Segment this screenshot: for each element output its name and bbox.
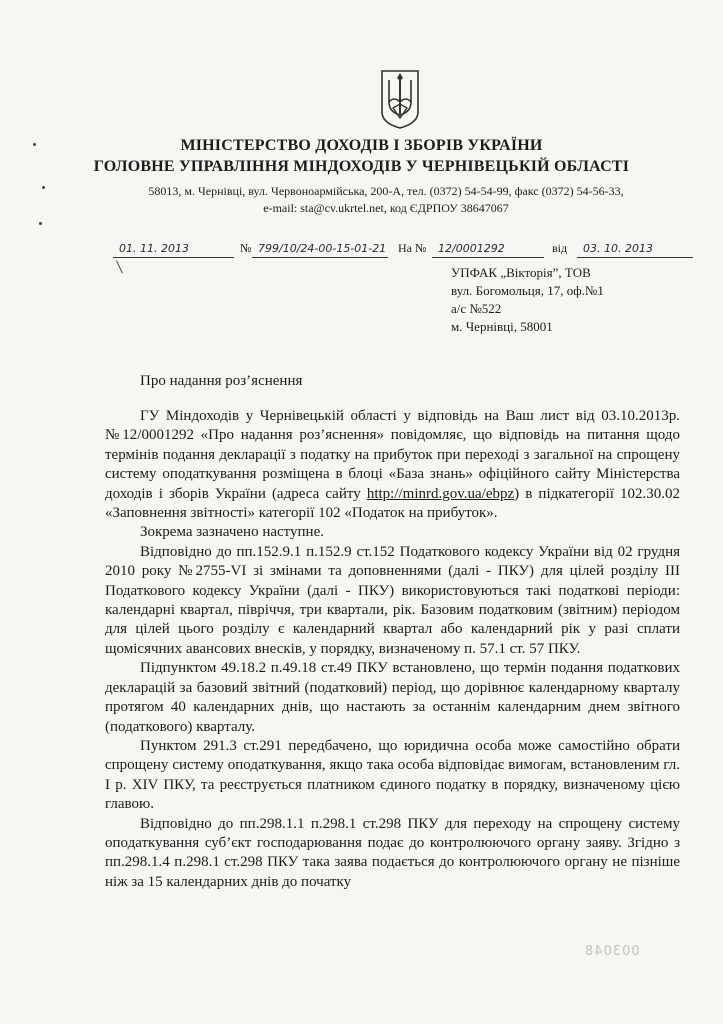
department-title: ГОЛОВНЕ УПРАВЛІННЯ МІНДОХОДІВ У ЧЕРНІВЕЦЬКІЙ ОБЛАСТІ bbox=[93, 158, 630, 175]
recipient-name: УПФАК „Вікторія”, ТОВ bbox=[451, 265, 591, 280]
scan-speck bbox=[42, 186, 45, 189]
reference-label: На № bbox=[398, 241, 427, 255]
contact-line: e-mail: sta@cv.ukrtel.net, код ЄДРПОУ 38647067 bbox=[263, 201, 509, 215]
paragraph-text: ) в підкатегорії 102.30.02 «Заповнення звітності» категорії 102 «Податок на прибуток». bbox=[105, 485, 681, 522]
paragraph: Підпунктом 49.18.2 п.49.18 ст.49 ПКУ встановлено, що термін подання податкових декларацій за базовий звітний (податковий) період, що дорівнює календарному кварталу протягом 40 календарних днів, що настають за останнім календарним днем звітного (податкового) кварталу. bbox=[105, 660, 680, 735]
reference-number-field: 12/0001292 bbox=[432, 240, 544, 258]
reference-from-label: від bbox=[552, 241, 568, 255]
paragraph-text: ГУ Міндоходів у Чернівецькій області у відповідь на Ваш лист від 03.10.2013р. №12/0001292 «Про надання роз’яснення» повідомляє, що відповідь на питання щодо термінів подання декларації з податку на прибуток при переході з загальної на спрощену систему оподаткування розміщена в блоці «База знань» офіційного сайту Міністерства доходів і зборів України (адреса сайту bbox=[105, 408, 680, 502]
ministry-title: МІНІСТЕРСТВО ДОХОДІВ І ЗБОРІВ УКРАЇНИ bbox=[180, 137, 543, 154]
scan-speck bbox=[33, 143, 36, 146]
letter-body bbox=[105, 407, 680, 892]
number-label: № bbox=[240, 241, 252, 255]
site-link[interactable]: http://minrd.gov.ua/ebpz bbox=[366, 485, 515, 502]
pen-mark bbox=[116, 260, 124, 274]
paragraph: Зокрема зазначено наступне. bbox=[140, 524, 324, 541]
reference-date-field: 03. 10. 2013 bbox=[577, 240, 693, 258]
registration-line bbox=[0, 240, 723, 258]
paragraph: Відповідно до пп.298.1.1 п.298.1 ст.298 ПКУ для переходу на спрощену систему оподаткування суб’єкт господарювання подає до контролюючого органу заяву. Згідно з пп.298.1.4 п.298.1 ст.298 ПКУ така заява подається до контролюючого органу не пізніше ніж за 15 календарних днів до початку bbox=[105, 815, 680, 890]
recipient-block bbox=[451, 264, 604, 336]
bleed-through-stamp-number: 003048 bbox=[584, 944, 640, 959]
recipient-street: вул. Богомольця, 17, оф.№1 bbox=[451, 283, 604, 298]
paragraph: Відповідно до пп.152.9.1 п.152.9 ст.152 Податкового кодексу України від 02 грудня 2010 року №2755-VI зі змінами та доповненнями (далі - ПКУ) для цілей розділу III Податкового кодексу України (далі - ПКУ) використовуються такі податкові періоди: календарні квартал, півріччя, три квартали, рік. Базовим податковим (звітним) періодом для цілей цього розділу є календарний квартал або календарний рік у разі сплати щомісячних авансових внесків, у порядку, визначеному п. 57.1 ст. 57 ПКУ. bbox=[105, 543, 680, 657]
outgoing-date-field: 01. 11. 2013 bbox=[113, 240, 234, 258]
scan-speck bbox=[39, 222, 42, 225]
trident-coat-of-arms-icon bbox=[379, 68, 421, 130]
paragraph bbox=[105, 407, 680, 523]
recipient-po-box: а/с №522 bbox=[451, 301, 502, 316]
paragraph: Пунктом 291.3 ст.291 передбачено, що юридична особа може самостійно обрати спрощену систему оподаткування, якщо така особа відповідає вимогам, встановленим гл. І р. XIV ПКУ, та реєструється платником єдиного податку в порядку, визначеному цією главою. bbox=[105, 737, 680, 813]
address-line: 58013, м. Чернівці, вул. Червоноармійська, 200-А, тел. (0372) 54-54-99, факс (0372) 54-56-33, bbox=[148, 184, 624, 198]
letter-subject: Про надання роз’яснення bbox=[140, 373, 303, 389]
outgoing-number-field: 799/10/24-00-15-01-21 bbox=[252, 240, 388, 258]
recipient-city: м. Чернівці, 58001 bbox=[451, 319, 553, 334]
